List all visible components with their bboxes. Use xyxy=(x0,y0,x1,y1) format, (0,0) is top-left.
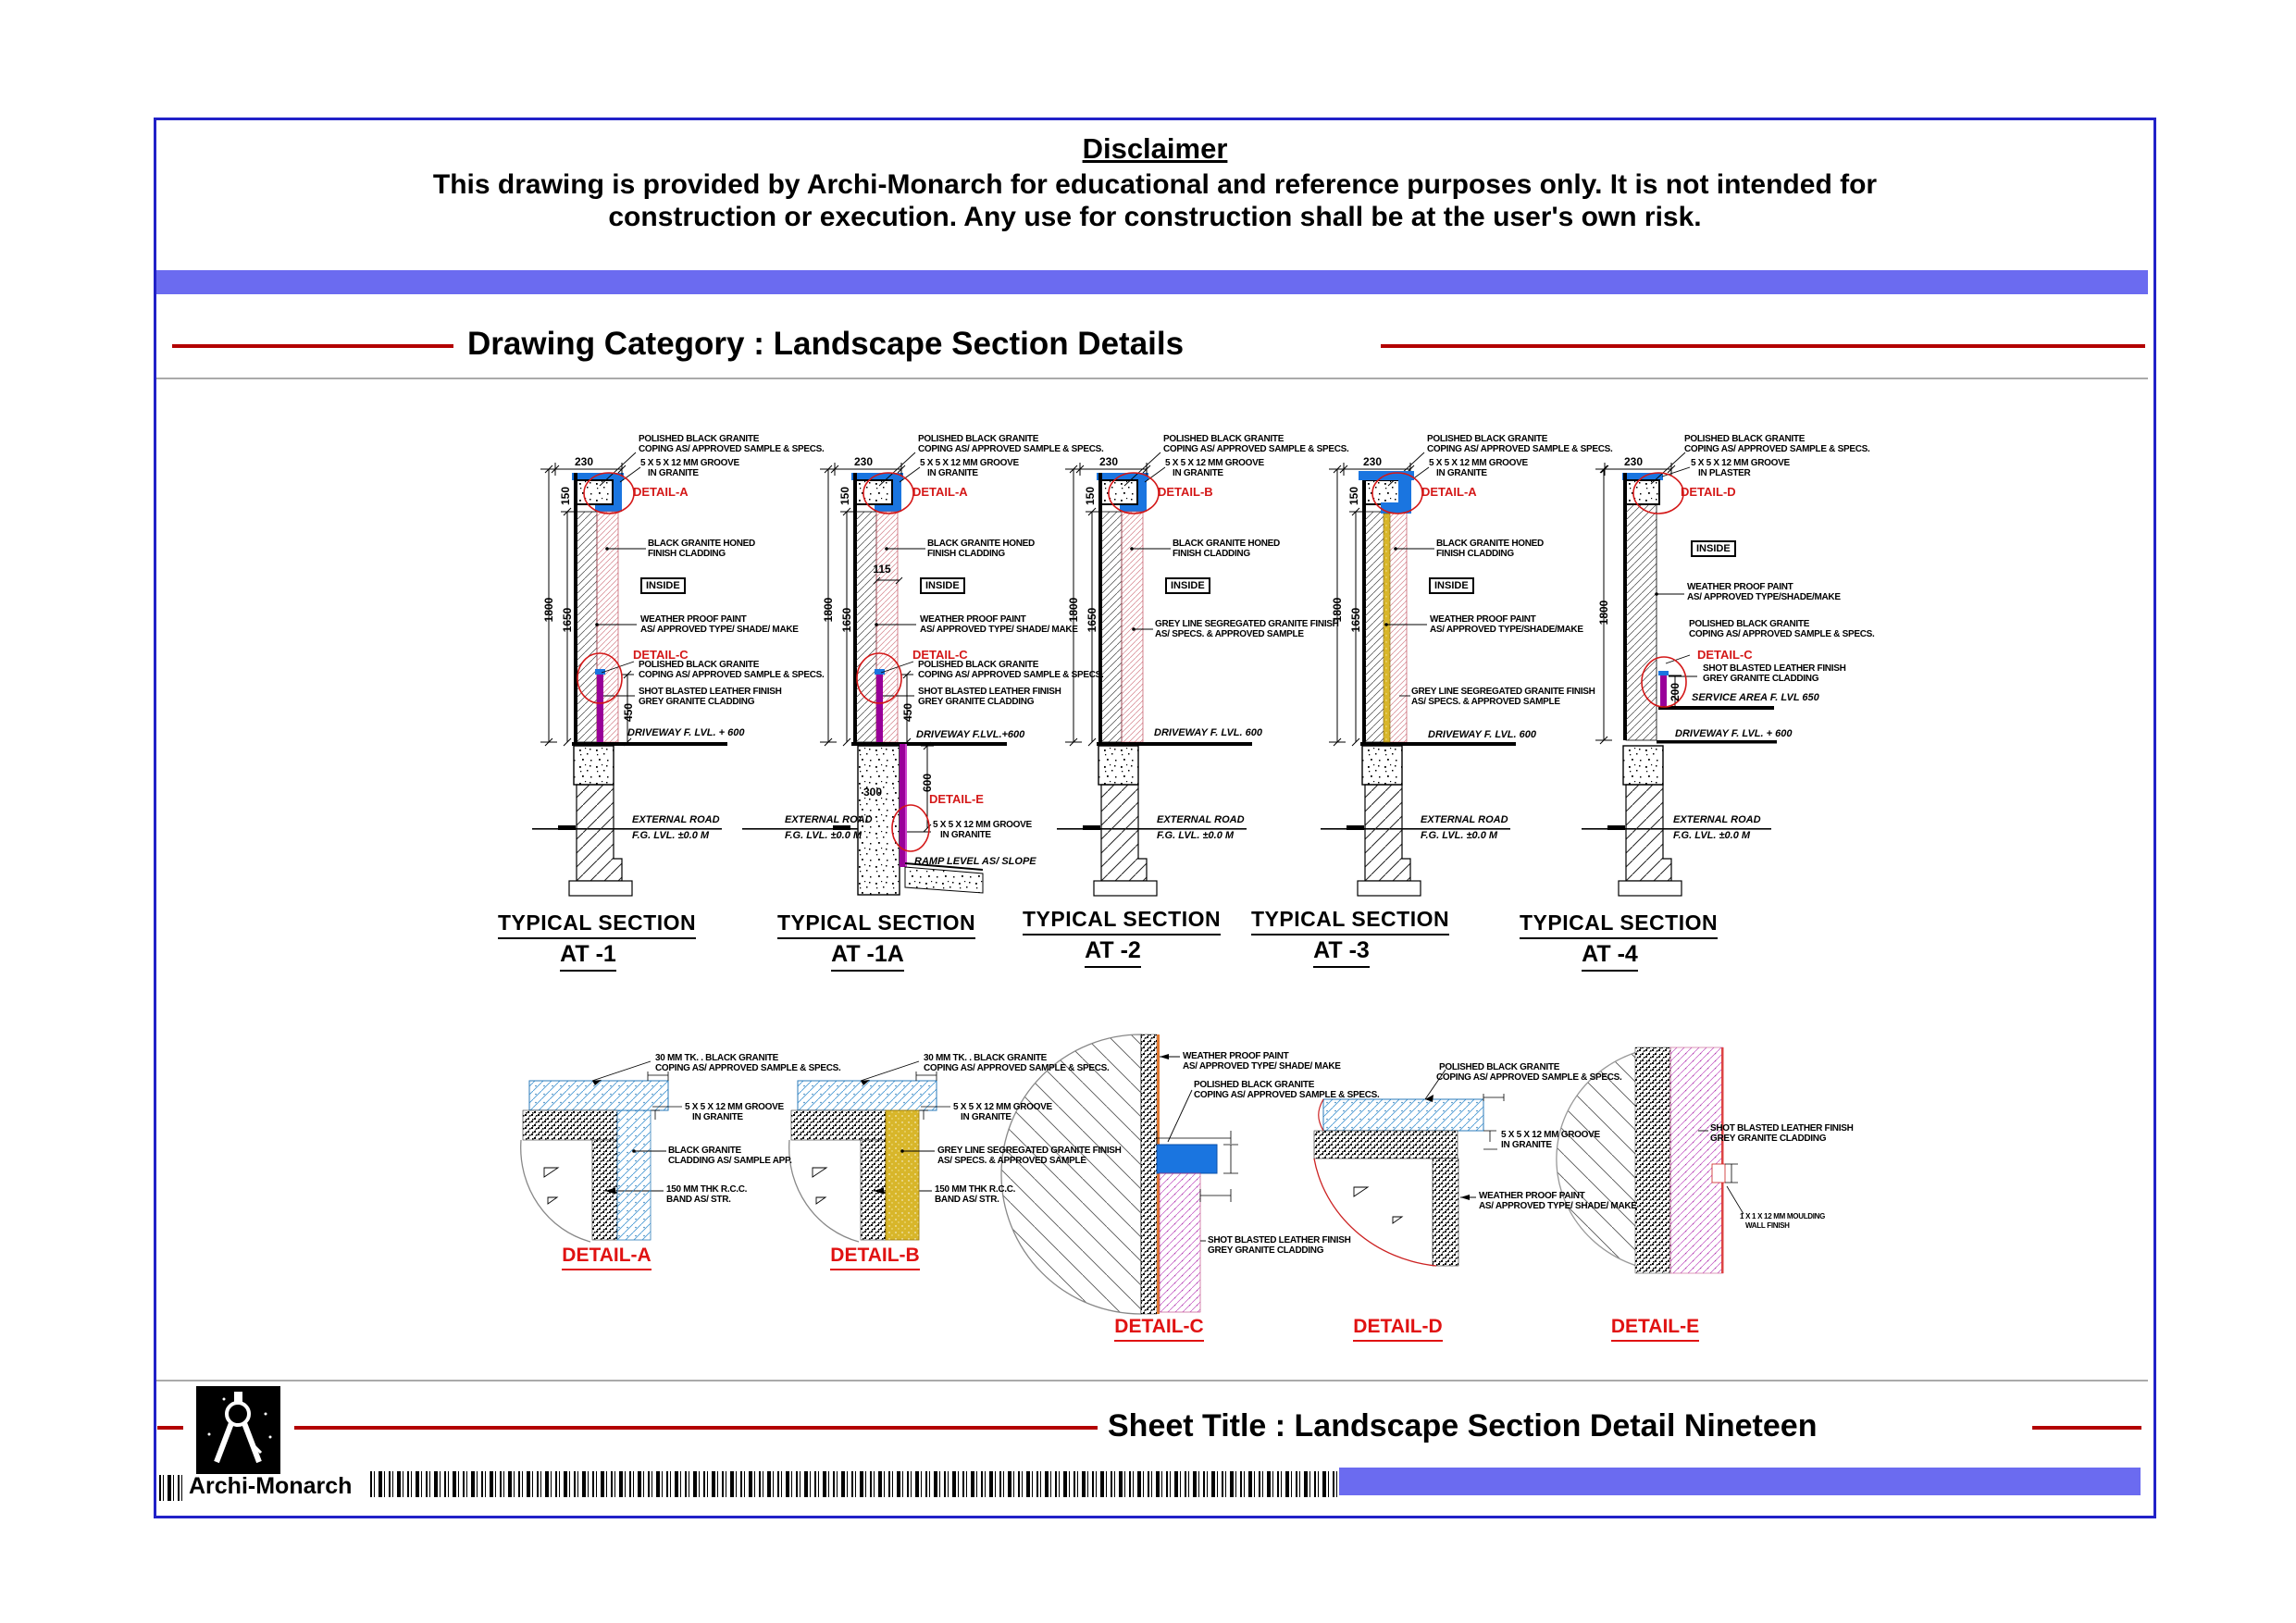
at1-road-level-1: EXTERNAL ROAD xyxy=(632,814,720,825)
detail-d-title: DETAIL-D xyxy=(1340,1316,1456,1342)
barcode-small xyxy=(159,1475,183,1501)
at4-shot-label-1: SHOT BLASTED LEATHER FINISH xyxy=(1703,663,1846,674)
at4-copmid-label-1: POLISHED BLACK GRANITE xyxy=(1689,619,1810,629)
at4-road-level-1: EXTERNAL ROAD xyxy=(1673,814,1761,825)
detb-label-4a: 150 MM THK R.C.C. xyxy=(935,1184,1016,1195)
at3-paint-label-1: WEATHER PROOF PAINT xyxy=(1430,614,1536,625)
at1-paint-label-1: WEATHER PROOF PAINT xyxy=(640,614,747,625)
at1a-detail-mid-ref: DETAIL-C xyxy=(912,648,968,662)
at1a-dim-115: 115 xyxy=(873,563,891,576)
dete-label-1b: GREY GRANITE CLADDING xyxy=(1710,1134,1827,1144)
at1a-inside-tag: INSIDE xyxy=(920,577,965,594)
at1a-coping-label-2: COPING AS/ APPROVED SAMPLE & SPECS. xyxy=(918,444,1104,454)
detd-label-1b: COPING AS/ APPROVED SAMPLE & SPECS. xyxy=(1436,1072,1622,1083)
at1-shot-label-2: GREY GRANITE CLADDING xyxy=(639,697,755,707)
at1a-dim-450: 450 xyxy=(901,702,914,723)
detd-label-3b: AS/ APPROVED TYPE/ SHADE/ MAKE xyxy=(1479,1201,1637,1211)
at4-paint-label-1: WEATHER PROOF PAINT xyxy=(1687,582,1793,592)
at2-dim-150: 150 xyxy=(1084,486,1097,506)
category-title: Drawing Category : Landscape Section Details xyxy=(467,326,1185,362)
at3-driveway-level: DRIVEWAY F. LVL. 600 xyxy=(1428,729,1536,740)
at1a-paint-label-2: AS/ APPROVED TYPE/ SHADE/ MAKE xyxy=(920,625,1078,635)
disclaimer-line1: This drawing is provided by Archi-Monarch for educational and reference purposes only. It is not intended for xyxy=(432,169,1878,200)
at1-paint-label-2: AS/ APPROVED TYPE/ SHADE/ MAKE xyxy=(640,625,799,635)
detc-label-3b: GREY GRANITE CLADDING xyxy=(1208,1245,1324,1256)
compass-icon xyxy=(196,1386,280,1474)
at3-dim-150: 150 xyxy=(1347,486,1360,506)
at2-dim-1800: 1800 xyxy=(1067,597,1080,623)
detd-label-1a: POLISHED BLACK GRANITE xyxy=(1439,1062,1560,1072)
disclaimer-title: Disclaimer xyxy=(1082,132,1228,165)
at3-dim-1800: 1800 xyxy=(1331,597,1344,623)
at1-dim-1800: 1800 xyxy=(542,597,555,623)
at4-dim-200: 200 xyxy=(1669,682,1682,702)
at2-grey-label-1: GREY LINE SEGREGATED GRANITE FINISH xyxy=(1155,619,1339,629)
at3-inside-tag: INSIDE xyxy=(1429,577,1474,594)
dete-label-2b: WALL FINISH xyxy=(1745,1221,1790,1230)
at1a-detail-e-ref: DETAIL-E xyxy=(929,792,984,806)
deta-label-2a: 5 X 5 X 12 MM GROOVE xyxy=(685,1102,784,1112)
at4-coping-label-2: COPING AS/ APPROVED SAMPLE & SPECS. xyxy=(1684,444,1870,454)
at1-groove-label-2: IN GRANITE xyxy=(648,468,699,478)
detb-label-3a: GREY LINE SEGREGATED GRANITE FINISH xyxy=(937,1146,1122,1156)
at1-detail-top-ref: DETAIL-A xyxy=(633,485,689,499)
detc-label-1a: WEATHER PROOF PAINT xyxy=(1183,1051,1289,1061)
detail-e-title: DETAIL-E xyxy=(1597,1316,1713,1342)
at1a-groove-label-1: 5 X 5 X 12 MM GROOVE xyxy=(920,458,1019,468)
deta-label-3a: BLACK GRANITE xyxy=(668,1146,741,1156)
at2-groove-label-2: IN GRANITE xyxy=(1173,468,1223,478)
at4-coping-label-1: POLISHED BLACK GRANITE xyxy=(1684,434,1806,444)
at1-road-level-2: F.G. LVL. ±0.0 M xyxy=(632,830,710,841)
at3-coping-label-2: COPING AS/ APPROVED SAMPLE & SPECS. xyxy=(1427,444,1613,454)
sheet-title: Sheet Title : Landscape Section Detail Nineteen xyxy=(1108,1408,1818,1443)
at4-title: TYPICAL SECTION AT -4 xyxy=(1520,911,1700,972)
at1a-dim-300: 300 xyxy=(863,786,883,799)
at3-title: TYPICAL SECTION AT -3 xyxy=(1251,907,1432,968)
at1a-detail-top-ref: DETAIL-A xyxy=(912,485,968,499)
at3-dim-230: 230 xyxy=(1362,455,1383,468)
at4-service-level: SERVICE AREA F. LVL 650 xyxy=(1692,692,1819,703)
deta-label-3b: CLADDING AS/ SAMPLE APP. xyxy=(668,1156,792,1166)
at2-title: TYPICAL SECTION AT -2 xyxy=(1023,907,1203,968)
at2-inside-tag: INSIDE xyxy=(1165,577,1210,594)
disclaimer-line2: construction or execution. Any use for construction shall be at the user's own risk. xyxy=(608,202,1702,232)
at2-road-level-1: EXTERNAL ROAD xyxy=(1157,814,1245,825)
at1-dim-1650: 1650 xyxy=(561,607,574,633)
at4-driveway-level: DRIVEWAY F. LVL. + 600 xyxy=(1675,728,1793,739)
at4-road-level-2: F.G. LVL. ±0.0 M xyxy=(1673,830,1751,841)
at1a-groove-label-2: IN GRANITE xyxy=(927,468,978,478)
at3-clad-label-1: BLACK GRANITE HONED xyxy=(1436,539,1544,549)
at4-groove-label-2: IN PLASTER xyxy=(1698,468,1751,478)
at1-groove-label-1: 5 X 5 X 12 MM GROOVE xyxy=(640,458,739,468)
deta-label-4b: BAND AS/ STR. xyxy=(666,1195,731,1205)
at3-groove-label-1: 5 X 5 X 12 MM GROOVE xyxy=(1429,458,1528,468)
at3-grey-label-2: AS/ SPECS. & APPROVED SAMPLE xyxy=(1411,697,1560,707)
at2-road-level-2: F.G. LVL. ±0.0 M xyxy=(1157,830,1235,841)
at2-groove-label-1: 5 X 5 X 12 MM GROOVE xyxy=(1165,458,1264,468)
detail-linework-a xyxy=(521,1061,682,1242)
at1-clad-label-1: BLACK GRANITE HONED xyxy=(648,539,755,549)
at3-road-level-1: EXTERNAL ROAD xyxy=(1421,814,1508,825)
at1a-ramp-level: RAMP LEVEL AS/ SLOPE xyxy=(914,856,1036,867)
at1a-copmid-label-2: COPING AS/ APPROVED SAMPLE & SPECS. xyxy=(918,670,1104,680)
at4-detail-mid-ref: DETAIL-C xyxy=(1697,648,1753,662)
detd-label-3a: WEATHER PROOF PAINT xyxy=(1479,1191,1585,1201)
detb-label-1a: 30 MM TK. . BLACK GRANITE xyxy=(924,1053,1048,1063)
deta-label-2b: IN GRANITE xyxy=(692,1112,743,1122)
at3-paint-label-2: AS/ APPROVED TYPE/SHADE/MAKE xyxy=(1430,625,1583,635)
at1-coping-label-2: COPING AS/ APPROVED SAMPLE & SPECS. xyxy=(639,444,825,454)
at2-coping-label-1: POLISHED BLACK GRANITE xyxy=(1163,434,1285,444)
archi-monarch-logo xyxy=(196,1386,280,1474)
detc-label-2a: POLISHED BLACK GRANITE xyxy=(1194,1080,1315,1090)
detb-label-2b: IN GRANITE xyxy=(961,1112,1011,1122)
at4-detail-top-ref: DETAIL-D xyxy=(1681,485,1736,499)
at3-grey-label-1: GREY LINE SEGREGATED GRANITE FINISH xyxy=(1411,687,1595,697)
at1a-dim-230: 230 xyxy=(853,455,874,468)
detail-linework-b xyxy=(789,1061,950,1242)
at3-dim-1650: 1650 xyxy=(1349,607,1362,633)
detail-a-title: DETAIL-A xyxy=(549,1245,664,1270)
at1-dim-230: 230 xyxy=(574,455,594,468)
footer-accent-bar xyxy=(1339,1468,2141,1495)
detb-label-4b: BAND AS/ STR. xyxy=(935,1195,999,1205)
detail-linework-c xyxy=(1001,1035,1238,1314)
footer-left-dash xyxy=(157,1426,183,1430)
detail-c-title: DETAIL-C xyxy=(1101,1316,1217,1342)
at1a-coping-label-1: POLISHED BLACK GRANITE xyxy=(918,434,1039,444)
at1a-title: TYPICAL SECTION AT -1A xyxy=(777,911,958,972)
at2-detail-top-ref: DETAIL-B xyxy=(1158,485,1213,499)
at1-coping-label-1: POLISHED BLACK GRANITE xyxy=(639,434,760,444)
footer-rule-left xyxy=(294,1426,1098,1430)
at2-clad-label-1: BLACK GRANITE HONED xyxy=(1173,539,1280,549)
at4-paint-label-2: AS/ APPROVED TYPE/SHADE/MAKE xyxy=(1687,592,1841,602)
at4-groove-label-1: 5 X 5 X 12 MM GROOVE xyxy=(1691,458,1790,468)
at1a-shot-label-2: GREY GRANITE CLADDING xyxy=(918,697,1035,707)
at1-inside-tag: INSIDE xyxy=(640,577,686,594)
at1-clad-label-2: FINISH CLADDING xyxy=(648,549,726,559)
at1-copmid-label-1: POLISHED BLACK GRANITE xyxy=(639,660,760,670)
detc-label-1b: AS/ APPROVED TYPE/ SHADE/ MAKE xyxy=(1183,1061,1341,1072)
at2-grey-label-2: AS/ SPECS. & APPROVED SAMPLE xyxy=(1155,629,1304,639)
at3-coping-label-1: POLISHED BLACK GRANITE xyxy=(1427,434,1548,444)
detd-label-2b: IN GRANITE xyxy=(1501,1140,1552,1150)
dete-label-2a: 1 X 1 X 12 MM MOULDING xyxy=(1740,1212,1826,1220)
at3-groove-label-2: IN GRANITE xyxy=(1436,468,1487,478)
at1a-copmid-label-1: POLISHED BLACK GRANITE xyxy=(918,660,1039,670)
at4-copmid-label-2: COPING AS/ APPROVED SAMPLE & SPECS. xyxy=(1689,629,1875,639)
detd-label-2a: 5 X 5 X 12 MM GROOVE xyxy=(1501,1130,1600,1140)
dete-label-1a: SHOT BLASTED LEATHER FINISH xyxy=(1710,1123,1854,1134)
at2-driveway-level: DRIVEWAY F. LVL. 600 xyxy=(1154,727,1262,738)
footer-divider xyxy=(156,1380,2148,1381)
barcode-long xyxy=(370,1471,1339,1497)
detb-label-1b: COPING AS/ APPROVED SAMPLE & SPECS. xyxy=(924,1063,1110,1073)
at1a-paint-label-1: WEATHER PROOF PAINT xyxy=(920,614,1026,625)
at1-driveway-level: DRIVEWAY F. LVL. + 600 xyxy=(627,727,745,738)
at1-dim-450: 450 xyxy=(622,702,635,723)
at4-dim-1800: 1800 xyxy=(1597,600,1610,626)
at4-inside-tag: INSIDE xyxy=(1691,540,1736,557)
at1-copmid-label-2: COPING AS/ APPROVED SAMPLE & SPECS. xyxy=(639,670,825,680)
at1a-clad-label-2: FINISH CLADDING xyxy=(927,549,1005,559)
at1-title: TYPICAL SECTION AT -1 xyxy=(498,911,678,972)
detc-label-3a: SHOT BLASTED LEATHER FINISH xyxy=(1208,1235,1351,1245)
at1-dim-150: 150 xyxy=(559,486,572,506)
detc-label-2b: COPING AS/ APPROVED SAMPLE & SPECS. xyxy=(1194,1090,1380,1100)
at1a-driveway-level: DRIVEWAY F.LVL.+600 xyxy=(916,729,1025,740)
at2-dim-1650: 1650 xyxy=(1086,607,1098,633)
at2-dim-230: 230 xyxy=(1098,455,1119,468)
at1-shot-label-1: SHOT BLASTED LEATHER FINISH xyxy=(639,687,782,697)
at1-detail-mid-ref: DETAIL-C xyxy=(633,648,689,662)
at1a-road-level-1: EXTERNAL ROAD xyxy=(785,814,873,825)
at3-road-level-2: F.G. LVL. ±0.0 M xyxy=(1421,830,1498,841)
detb-label-2a: 5 X 5 X 12 MM GROOVE xyxy=(953,1102,1052,1112)
brand-name: Archi-Monarch xyxy=(189,1473,353,1499)
at3-detail-top-ref: DETAIL-A xyxy=(1421,485,1477,499)
deta-label-4a: 150 MM THK R.C.C. xyxy=(666,1184,748,1195)
at1a-dim-1650: 1650 xyxy=(840,607,853,633)
at1a-dim-150: 150 xyxy=(838,486,851,506)
footer-right-dash xyxy=(2032,1426,2141,1430)
at3-clad-label-2: FINISH CLADDING xyxy=(1436,549,1514,559)
detail-b-title: DETAIL-B xyxy=(817,1245,933,1270)
at4-shot-label-2: GREY GRANITE CLADDING xyxy=(1703,674,1819,684)
at1a-groove-e-label-1: 5 X 5 X 12 MM GROOVE xyxy=(933,820,1032,830)
detb-label-3b: AS/ SPECS. & APPROVED SAMPLE xyxy=(937,1156,1086,1166)
deta-label-1a: 30 MM TK. . BLACK GRANITE xyxy=(655,1053,779,1063)
at2-clad-label-2: FINISH CLADDING xyxy=(1173,549,1250,559)
at1a-dim-600: 600 xyxy=(921,773,934,793)
at1a-dim-1800: 1800 xyxy=(822,597,835,623)
at1a-road-level-2: F.G. LVL. ±0.0 M xyxy=(785,830,863,841)
at1a-clad-label-1: BLACK GRANITE HONED xyxy=(927,539,1035,549)
at4-dim-230: 230 xyxy=(1623,455,1644,468)
at1a-shot-label-1: SHOT BLASTED LEATHER FINISH xyxy=(918,687,1061,697)
at2-coping-label-2: COPING AS/ APPROVED SAMPLE & SPECS. xyxy=(1163,444,1349,454)
at1a-groove-e-label-2: IN GRANITE xyxy=(940,830,991,840)
deta-label-1b: COPING AS/ APPROVED SAMPLE & SPECS. xyxy=(655,1063,841,1073)
